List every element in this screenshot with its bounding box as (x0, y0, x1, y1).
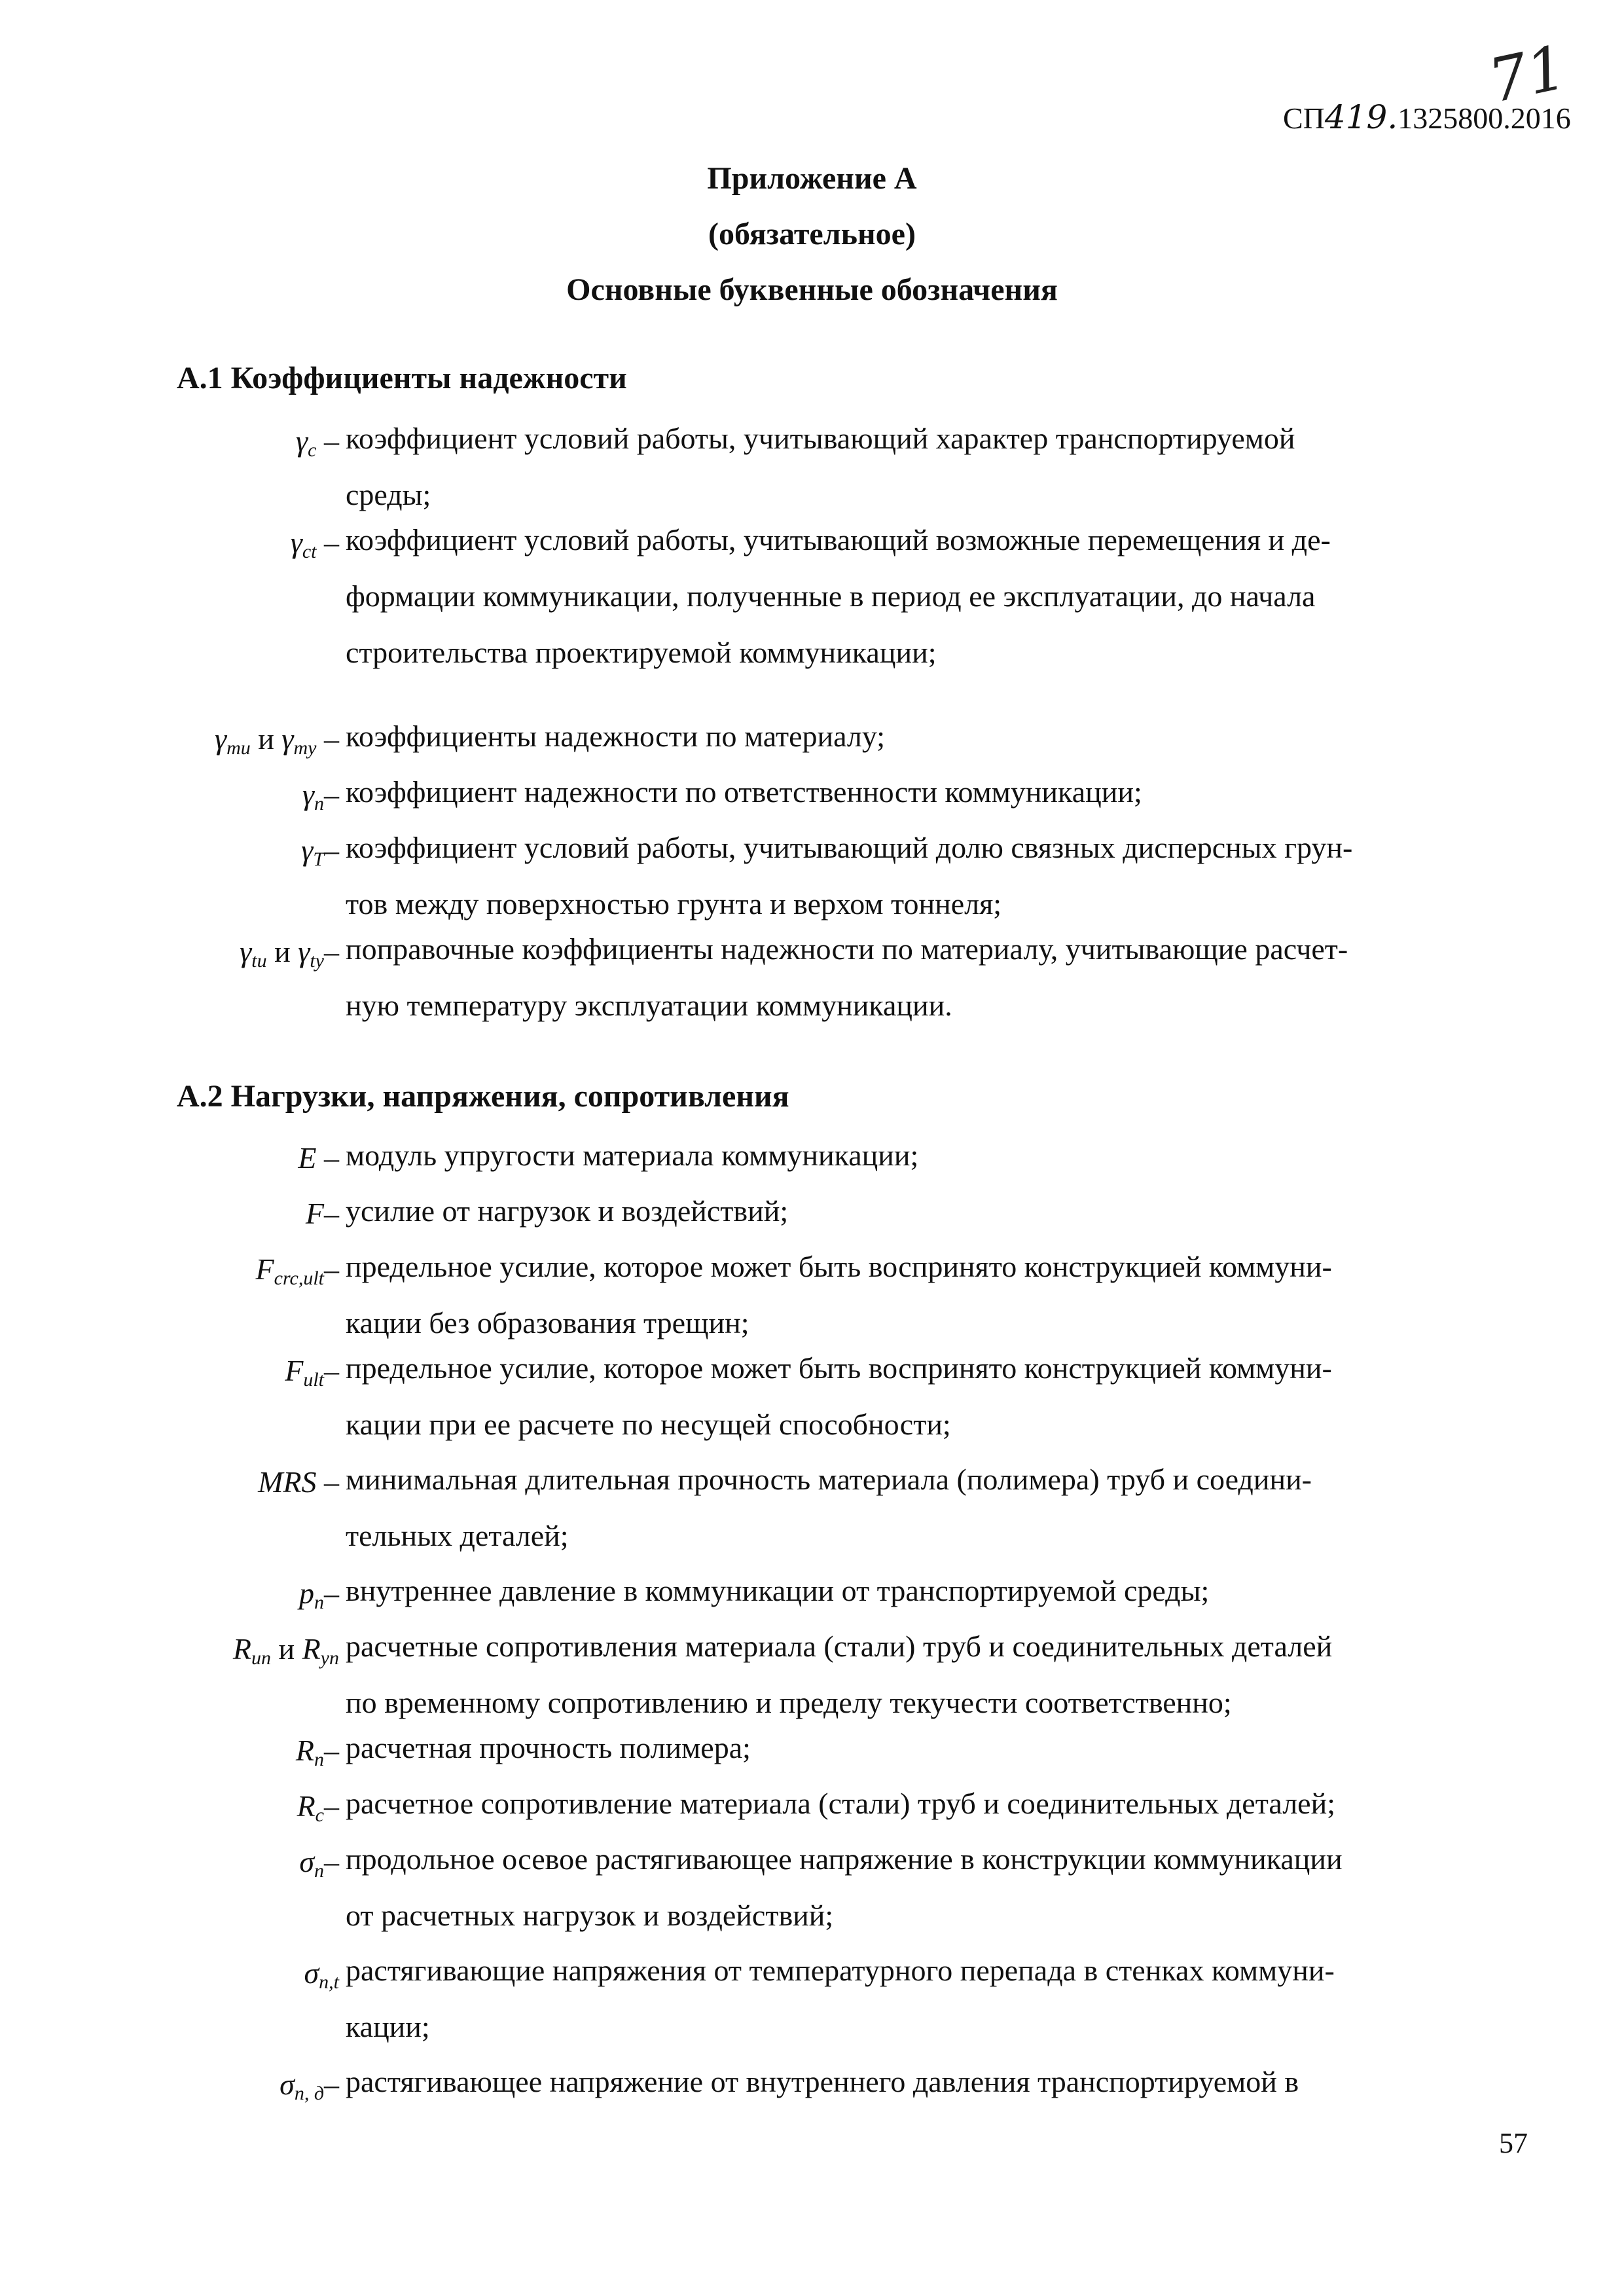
symbol-main: σ (299, 1845, 314, 1878)
definition-line: кации при ее расчете по несущей способности; (346, 1408, 951, 1441)
symbol (240, 934, 339, 972)
symbol-main: E (298, 1141, 317, 1175)
appendix-heading: Приложение А (707, 161, 917, 196)
symbol-subscript: п, д (294, 2083, 324, 2104)
definition-line: коэффициент условий работы, учитывающий долю связных дисперсных грун- (346, 831, 1353, 864)
symbol-subscript: tu (251, 950, 267, 972)
symbol-dash: – (324, 1197, 339, 1230)
definition-line: расчетное сопротивление материала (стали) труб и соединительных деталей; (346, 1787, 1335, 1820)
symbol (299, 1844, 339, 1882)
symbol (280, 2067, 339, 2102)
symbol-main: γ (301, 833, 314, 867)
symbol-main: γ (214, 722, 227, 756)
symbol-subscript: yn (320, 1647, 339, 1669)
symbol-joiner: и (250, 722, 282, 756)
definition-line: от расчетных нагрузок и воздействий; (346, 1899, 834, 1932)
definition-line: модуль упругости материала коммуникации; (346, 1139, 919, 1172)
definition-line: коэффициенты надежности по материалу; (346, 720, 886, 753)
symbol (301, 833, 339, 870)
definition-line: внутреннее давление в коммуникации от транспортируемой среды; (346, 1574, 1210, 1607)
symbol-main: F (285, 1354, 304, 1387)
symbol (297, 1789, 339, 1826)
appendix-title: Основные буквенные обозначения (566, 272, 1058, 307)
symbol-subscript: с (315, 1804, 324, 1826)
symbol (258, 1465, 339, 1499)
symbol-main: σ (304, 1956, 319, 1990)
symbol (232, 1631, 339, 1669)
definition-line: ную температуру эксплуатации коммуникации. (346, 989, 952, 1022)
page-number: 57 (1499, 2127, 1528, 2159)
symbol-main: R (297, 1789, 316, 1823)
symbol-dash: – (324, 1576, 339, 1610)
symbol (306, 1196, 339, 1231)
symbol-dash: – (324, 1845, 339, 1878)
symbol-main: R (302, 1632, 321, 1666)
symbol-main: σ (280, 2068, 295, 2101)
definition-line: формации коммуникации, полученные в период ее эксплуатации, до начала (346, 579, 1316, 613)
symbol-main: γ (296, 424, 308, 458)
definition-line: расчетная прочность полимера; (346, 1731, 751, 1764)
symbol-dash: – (324, 1734, 339, 1767)
symbol-dash: – (324, 1789, 339, 1823)
symbol-dash: – (324, 778, 339, 811)
symbol-main: p (299, 1576, 314, 1610)
symbol-main: MRS (258, 1465, 317, 1499)
section-title: А.2 Нагрузки, напряжения, сопротивления (177, 1079, 789, 1114)
definition-line: минимальная длительная прочность материала (полимера) труб и соедини- (346, 1463, 1312, 1496)
symbol (214, 721, 339, 759)
symbol-dash: – (316, 1465, 339, 1499)
definition-line: расчетные сопротивления материала (стали) труб и соединительных деталей (346, 1630, 1333, 1663)
symbol-dash: – (316, 722, 339, 756)
doc-code-handwritten: 419. (1324, 98, 1398, 136)
symbol-main: γ (281, 722, 294, 756)
appendix-status: (обязательное) (708, 217, 916, 251)
definition-line: продольное осевое растягивающее напряжение в конструкции коммуникации (346, 1842, 1343, 1876)
symbol-dash: – (324, 1252, 339, 1286)
symbol-subscript: my (293, 737, 317, 759)
symbol-subscript: ult (303, 1369, 324, 1391)
symbol-main: γ (290, 526, 302, 559)
symbol-joiner: и (266, 935, 298, 968)
symbol-main: R (295, 1734, 314, 1767)
symbol-dash: – (316, 424, 339, 458)
definition-line: предельное усилие, которое может быть воспринято конструкцией коммуни- (346, 1250, 1332, 1283)
doc-code-prefix: СП (1283, 101, 1325, 135)
symbol-main: F (305, 1197, 324, 1230)
definition-line: растягивающее напряжение от внутреннего давления транспортируемой в (346, 2065, 1299, 2098)
symbol (296, 1733, 339, 1768)
symbol (291, 525, 339, 560)
definition-line: коэффициент условий работы, учитывающий характер транспортируемой (346, 422, 1295, 455)
symbol (302, 777, 339, 812)
definition-line: предельное усилие, которое может быть воспринято конструкцией коммуни- (346, 1351, 1332, 1385)
definition-line: среды; (346, 478, 431, 511)
symbol-dash: – (324, 935, 339, 968)
symbol-subscript: ct (302, 541, 317, 562)
symbol-dash: – (324, 833, 339, 867)
definition-line: усилие от нагрузок и воздействий; (346, 1194, 789, 1228)
definition-line: кации без образования трещин; (346, 1306, 749, 1339)
symbol-dash: – (316, 526, 339, 559)
definition-line: растягивающие напряжения от температурного перепада в стенках коммуни- (346, 1954, 1335, 1987)
symbol-subscript: un (251, 1647, 271, 1669)
doc-code-suffix: 1325800.2016 (1398, 101, 1571, 135)
symbol (296, 424, 339, 461)
definition-line: тельных деталей; (346, 1519, 569, 1552)
symbol-subscript: T (313, 848, 324, 870)
symbol-subscript: crc,ult (274, 1267, 324, 1289)
symbol-dash: – (316, 1141, 339, 1175)
symbol-main: F (255, 1252, 274, 1286)
symbol (299, 1576, 339, 1611)
symbol-subscript: c (308, 439, 317, 461)
symbol-main: γ (302, 778, 314, 811)
symbol-subscript: п (314, 1749, 324, 1770)
symbol-joiner: и (270, 1632, 302, 1666)
symbol-main: γ (240, 935, 252, 968)
definition-line: поправочные коэффициенты надежности по материалу, учитывающие расчет- (346, 932, 1348, 966)
symbol (298, 1140, 339, 1175)
symbol-subscript: п (314, 1860, 324, 1882)
definition-line: строительства проектируемой коммуникации; (346, 636, 937, 669)
definition-line: кации; (346, 2010, 430, 2043)
symbol-subscript: ty (310, 950, 324, 972)
symbol-main: γ (298, 935, 310, 968)
definition-line: коэффициент условий работы, учитывающий возможные перемещения и де- (346, 523, 1331, 556)
symbol-subscript: n (314, 1592, 324, 1613)
symbol-subscript: п,t (319, 1971, 339, 1993)
handwritten-page-number: 71 (1483, 31, 1572, 117)
definition-line: тов между поверхностью грунта и верхом тоннеля; (346, 887, 1002, 920)
document-code (1283, 98, 1571, 136)
section-title: А.1 Коэффициенты надежности (177, 361, 627, 395)
symbol (255, 1252, 339, 1289)
symbol-subscript: n (314, 793, 324, 814)
definition-line: коэффициент надежности по ответственности коммуникации; (346, 775, 1142, 809)
symbol-main: R (232, 1632, 251, 1666)
definition-line: по временному сопротивлению и пределу текучести соответственно; (346, 1686, 1232, 1719)
symbol-dash: – (324, 1354, 339, 1387)
symbol (304, 1956, 339, 1993)
symbol-subscript: mu (226, 737, 251, 759)
symbol-dash: – (324, 2068, 339, 2101)
symbol (285, 1353, 339, 1391)
